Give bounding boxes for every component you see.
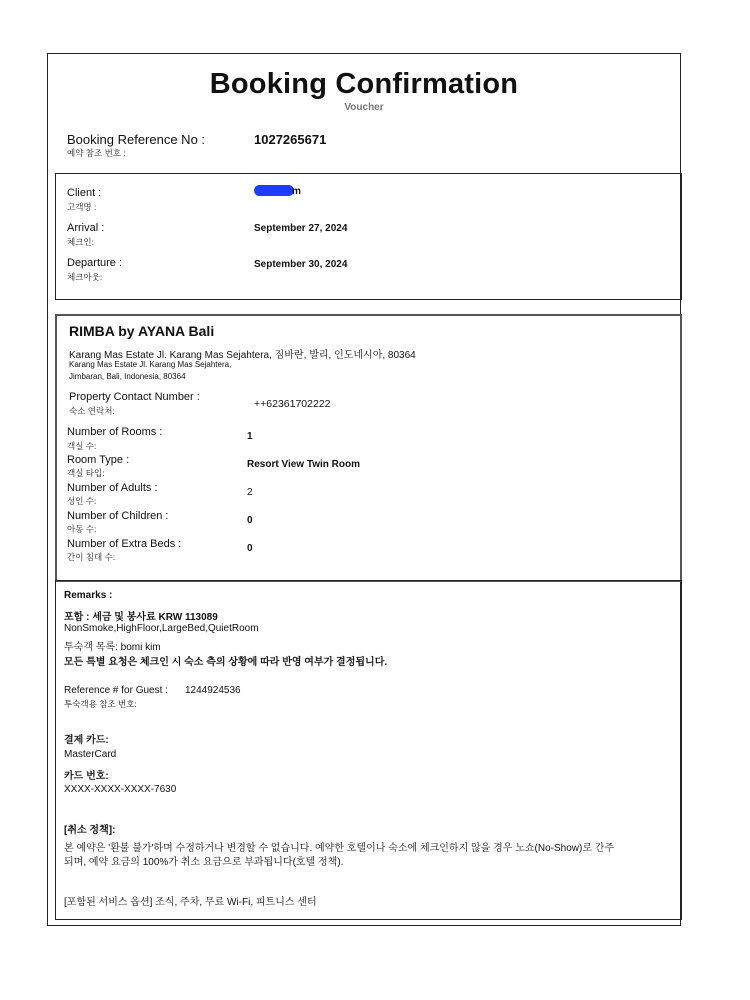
arrival-label-ko: 체크인: — [67, 237, 94, 247]
children-label: Number of Children : — [67, 510, 169, 522]
contact-value: ++62361702222 — [254, 398, 331, 410]
guest-ref-value: 1244924536 — [185, 685, 241, 696]
payment-card-label: 결제 카드: — [64, 735, 109, 746]
arrival-value: September 27, 2024 — [254, 223, 348, 234]
departure-label: Departure : — [67, 257, 123, 269]
rooms-value: 1 — [247, 431, 253, 442]
adults-label-ko: 성인 수: — [67, 496, 97, 506]
room-type-label: Room Type : — [67, 454, 130, 466]
page-subtitle: Voucher — [344, 102, 384, 113]
client-section — [55, 173, 682, 300]
cancellation-title: [취소 정책]: — [64, 825, 116, 836]
extra-beds-value: 0 — [247, 543, 253, 554]
payment-card-value: MasterCard — [64, 749, 117, 760]
property-address-line2: Jimbaran, Bali, Indonesia, 80364 — [69, 372, 186, 381]
departure-label-ko: 체크아웃: — [67, 272, 103, 282]
extra-beds-label: Number of Extra Beds : — [67, 538, 182, 550]
booking-ref-value: 1027265671 — [254, 132, 327, 147]
extra-beds-label-ko: 간이 침대 수: — [67, 552, 116, 562]
room-type-value: Resort View Twin Room — [247, 459, 360, 470]
property-address-line1: Karang Mas Estate Jl. Karang Mas Sejahtera, — [69, 360, 232, 369]
booking-ref-label: Booking Reference No : — [67, 132, 206, 147]
cancellation-line-1: 본 예약은 '환불 불가'하며 수정하거나 변경할 수 없습니다. 예약한 호텔이나 숙소에 체크인하지 않을 경우 노쇼(No-Show)로 간주 — [64, 843, 615, 854]
departure-value: September 30, 2024 — [254, 259, 348, 270]
client-label-ko: 고객명 : — [67, 202, 97, 212]
rooms-label: Number of Rooms : — [67, 426, 163, 438]
adults-value: 2 — [247, 487, 253, 498]
guest-list: 투숙객 목록: bomi kim — [64, 642, 161, 653]
card-number-value: XXXX-XXXX-XXXX-7630 — [64, 784, 177, 795]
children-label-ko: 아동 수: — [67, 524, 97, 534]
guest-ref-label: Reference # for Guest : — [64, 685, 168, 696]
children-value: 0 — [247, 515, 253, 526]
cancellation-line-2: 되며, 예약 요금의 100%가 취소 요금으로 부과됩니다(호텔 정책). — [64, 857, 344, 868]
booking-ref-label-ko: 예약 참조 번호 : — [67, 148, 126, 158]
special-requests: NonSmoke,HighFloor,LargeBed,QuietRoom — [64, 623, 259, 634]
arrival-label: Arrival : — [67, 222, 105, 234]
property-name: RIMBA by AYANA Bali — [69, 323, 215, 339]
contact-label-ko: 숙소 연락처: — [69, 406, 115, 416]
included-taxes: 포함 : 세금 및 봉사료 KRW 113089 — [64, 612, 218, 623]
room-type-label-ko: 객실 타입: — [67, 468, 105, 478]
property-address-ko: Karang Mas Estate Jl. Karang Mas Sejahtera, 짐바란, 발리, 인도네시아, 80364 — [69, 350, 416, 361]
guest-ref-label-ko: 투숙객용 참조 번호: — [64, 699, 137, 709]
remarks-title: Remarks : — [64, 590, 113, 601]
card-number-label: 카드 번호: — [64, 771, 109, 782]
adults-label: Number of Adults : — [67, 482, 158, 494]
client-label: Client : — [67, 187, 102, 199]
rooms-label-ko: 객실 수: — [67, 441, 97, 451]
special-request-note: 모든 특별 요청은 체크인 시 숙소 측의 상황에 따라 반영 여부가 결정됩니다. — [64, 657, 388, 668]
redacted-name-mark — [254, 185, 294, 196]
contact-label: Property Contact Number : — [69, 391, 200, 403]
page-title: Booking Confirmation — [209, 68, 519, 100]
client-name-visible: m — [292, 186, 301, 197]
included-services: [포함된 서비스 옵션] 조식, 주차, 무료 Wi-Fi, 피트니스 센터 — [64, 897, 317, 908]
